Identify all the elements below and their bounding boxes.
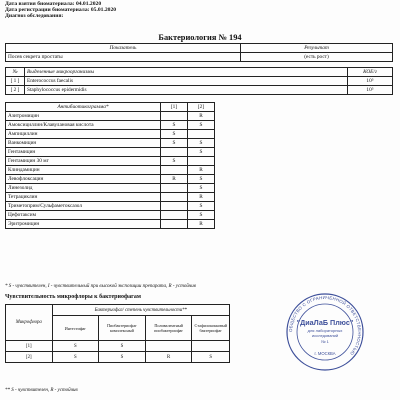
antibiotic-row — [6, 166, 215, 175]
result-isolate-1: S — [161, 157, 188, 166]
collection-date: Дата взятия биоматериала: 04.01.2020 — [5, 1, 102, 7]
antibiotic-name: Эритромицин — [6, 220, 161, 229]
result-isolate-2: S — [188, 211, 215, 220]
phage-microflora: [1] — [6, 341, 53, 352]
result-isolate-1 — [161, 166, 188, 175]
result-isolate-2: S — [188, 139, 215, 148]
result-isolate-2 — [188, 130, 215, 139]
phage-microflora: [2] — [6, 352, 53, 363]
result-isolate-2: S — [188, 175, 215, 184]
registration-date: Дата регистрации биоматериала: 05.01.2020 — [5, 7, 117, 13]
organism-cfu: 10⁵ — [348, 86, 393, 95]
phage-result: S — [99, 341, 146, 352]
result-isolate-1 — [161, 112, 188, 121]
antibiotic-name: Амоксициллин/Клавулановая кислота — [6, 121, 161, 130]
phage-result: S — [99, 352, 146, 363]
col-pyobacteriophage-polyvalent: Поливалентный пиобактериофаг — [145, 316, 192, 341]
phage-table — [5, 304, 230, 363]
antibiotic-row — [6, 211, 215, 220]
result-isolate-1 — [161, 148, 188, 157]
diagnosis-label: Диагноз обследования: — [5, 13, 64, 19]
col-cfu: КОЕ/г — [348, 68, 393, 77]
col-staphylococcal-phage: Стафилококковый бактериофаг — [192, 316, 230, 341]
svg-text:ОБЩЕСТВО С ОГРАНИЧЕННОЙ ОТВЕТС: ОБЩЕСТВО С ОГРАНИЧЕННОЙ ОТВЕТСТВЕННОСТЬЮ — [287, 294, 363, 357]
antibiotic-row — [6, 184, 215, 193]
organism-num: [ 2 ] — [6, 86, 25, 95]
antibiotic-name: Гентамицин — [6, 148, 161, 157]
col-isolate-1: [1] — [161, 103, 188, 112]
result-isolate-1: S — [161, 121, 188, 130]
result-isolate-1 — [161, 220, 188, 229]
antibiotic-name: Азитромицин — [6, 112, 161, 121]
svg-text:исследований: исследований — [311, 333, 339, 338]
col-phage-group: Бактериофаг/ степень чувствительности** — [52, 305, 229, 316]
antibiotic-name: Левофлоксацин — [6, 175, 161, 184]
col-result: Результат — [241, 44, 393, 53]
antibiotic-name: Клиндамицин — [6, 166, 161, 175]
antibiotic-row — [6, 202, 215, 211]
antibiogram-table — [5, 102, 215, 229]
specimen-table — [5, 43, 393, 62]
col-pyobacteriophage-complex: Пиобактериофаг комплексный — [99, 316, 146, 341]
antibiotic-name: Ванкомицин — [6, 139, 161, 148]
result-isolate-1 — [161, 202, 188, 211]
col-isolate-2: [2] — [188, 103, 215, 112]
phage-row — [6, 341, 230, 352]
svg-text:для лабораторных: для лабораторных — [307, 328, 343, 333]
antibiotic-row — [6, 193, 215, 202]
organization-stamp — [285, 292, 365, 372]
specimen-result: (есть рост) — [241, 53, 393, 62]
result-isolate-1: R — [161, 175, 188, 184]
col-organism: Выделенные микроорганизмы — [25, 68, 348, 77]
antibiotic-name: Гентамицин 30 мг — [6, 157, 161, 166]
col-microflora: Микрофлора — [6, 305, 53, 341]
phage-result: R — [145, 352, 192, 363]
organisms-table — [5, 67, 393, 95]
report-title: Бактериология № 194 — [158, 33, 242, 42]
result-isolate-2: R — [188, 220, 215, 229]
result-isolate-2: R — [188, 166, 215, 175]
col-indicator: Показатель — [6, 44, 241, 53]
antibiotic-name: Триметоприм/Сульфаметоксазол — [6, 202, 161, 211]
antibiotic-name: Цефотаксим — [6, 211, 161, 220]
phage-row — [6, 352, 230, 363]
phage-result — [192, 341, 230, 352]
specimen-name: Посев секрета простаты — [6, 53, 241, 62]
organism-cfu: 10⁵ — [348, 77, 393, 86]
antibiotic-name: Линезолид — [6, 184, 161, 193]
antibiotic-row — [6, 220, 215, 229]
organism-name: Enterococcus faecalis — [25, 77, 348, 86]
col-antibiotic: Антибиотикограмма* — [6, 103, 161, 112]
result-isolate-1 — [161, 184, 188, 193]
organism-row — [6, 86, 393, 95]
result-isolate-2: S — [188, 202, 215, 211]
col-intestiphage: Интестифаг — [52, 316, 98, 341]
result-isolate-1: S — [161, 139, 188, 148]
antibiotic-row — [6, 175, 215, 184]
antibiotic-row — [6, 148, 215, 157]
antibiotic-row — [6, 130, 215, 139]
svg-text:г. МОСКВА: г. МОСКВА — [314, 351, 336, 356]
antibiotic-row — [6, 139, 215, 148]
result-isolate-2: S — [188, 184, 215, 193]
phage-legend: ** S - чувствителен, R - устойчив — [5, 388, 78, 393]
antibiotic-row — [6, 157, 215, 166]
col-num: № — [6, 68, 25, 77]
result-isolate-1 — [161, 211, 188, 220]
phage-result: S — [52, 341, 98, 352]
result-isolate-1: S — [161, 130, 188, 139]
result-isolate-2 — [188, 157, 215, 166]
antibiotic-name: Тетрациклин — [6, 193, 161, 202]
organism-num: [ 1 ] — [6, 77, 25, 86]
antibiotic-row — [6, 112, 215, 121]
svg-text:"ДиаЛаБ Плюс": "ДиаЛаБ Плюс" — [296, 318, 354, 327]
svg-text:№ 1: № 1 — [321, 339, 329, 344]
phage-section-title: Чувствительность микрофлоры к бактериофагам — [5, 294, 141, 300]
antibiotic-name: Ампициллин — [6, 130, 161, 139]
result-isolate-2: R — [188, 112, 215, 121]
phage-result: S — [192, 352, 230, 363]
result-isolate-2: R — [188, 193, 215, 202]
phage-result: S — [52, 352, 98, 363]
organism-row — [6, 77, 393, 86]
phage-result — [145, 341, 192, 352]
antibiogram-legend: * S - чувствителен, I - чувствительный при высокой экспозиции препарата, R - устойчив — [5, 284, 196, 289]
result-isolate-1 — [161, 193, 188, 202]
result-isolate-2: S — [188, 121, 215, 130]
antibiotic-row — [6, 121, 215, 130]
organism-name: Staphylococcus epidermidis — [25, 86, 348, 95]
result-isolate-2: S — [188, 148, 215, 157]
